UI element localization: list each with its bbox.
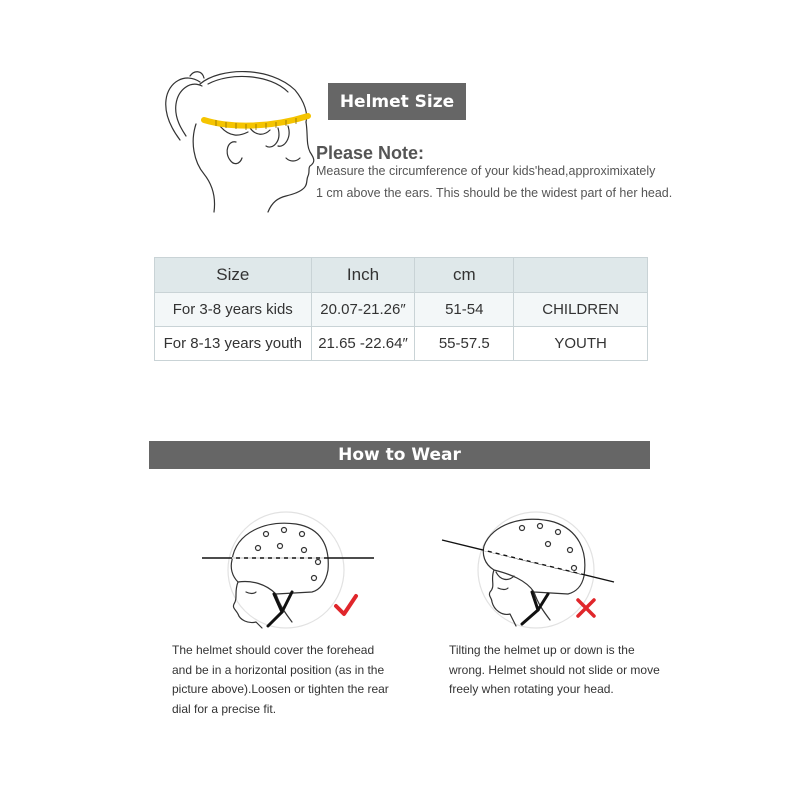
header-size: Size [155, 258, 312, 293]
correct-wear-caption [172, 641, 392, 719]
table-row [155, 327, 648, 361]
how-to-wear-banner: How to Wear [149, 441, 650, 469]
caption-line: Tilting the helmet up or down is the [449, 643, 635, 657]
correct-wear-illustration [196, 510, 376, 630]
caption-line: and be in a horizontal position (as in the [172, 662, 385, 677]
head-measurement-illustration [160, 62, 320, 222]
header-category [514, 258, 648, 293]
cell-inch: 21.65 -22.64″ [311, 327, 415, 361]
size-table [154, 257, 648, 361]
note-line: Measure the circumference of your kids'head,approximixately [316, 164, 656, 178]
cell-size: For 8-13 years youth [155, 327, 312, 361]
table-row [155, 293, 648, 327]
wrong-wear-caption [449, 641, 659, 700]
helmet-size-banner: Helmet Size [328, 83, 466, 120]
table-header-row [155, 258, 648, 293]
wrong-wear-illustration [438, 510, 618, 630]
caption-line: picture above).Loosen or tighten the rear [172, 682, 389, 696]
cell-cm: 51-54 [415, 293, 514, 327]
caption-line: dial for a precise fit. [172, 701, 277, 716]
header-inch: Inch [311, 258, 415, 293]
cell-inch: 20.07-21.26″ [311, 293, 415, 327]
caption-line: The helmet should cover the forehead [172, 643, 375, 657]
note-title: Please Note: [316, 143, 425, 163]
note-line: 1 cm above the ears. This should be the widest part of her head. [316, 186, 673, 200]
cell-category: CHILDREN [514, 293, 648, 327]
checkmark-icon [336, 596, 356, 614]
cell-category: YOUTH [514, 327, 648, 361]
cell-cm: 55-57.5 [415, 327, 514, 361]
caption-line: freely when rotating your head. [449, 682, 614, 696]
header-cm: cm [415, 258, 514, 293]
cell-size: For 3-8 years kids [155, 293, 312, 327]
caption-line: wrong. Helmet should not slide or move [449, 662, 660, 677]
